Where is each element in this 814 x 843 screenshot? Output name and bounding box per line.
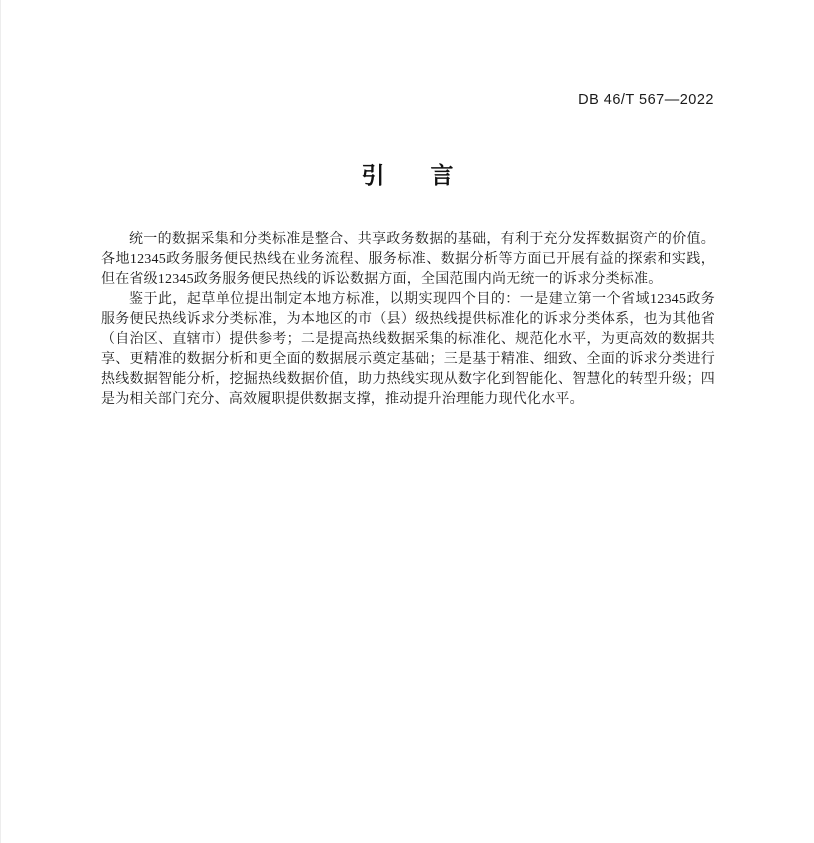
page-title: 引 言 [361, 162, 454, 188]
document-body [101, 230, 715, 410]
standard-number: DB 46/T 567—2022 [578, 92, 714, 108]
paragraph-1: 统一的数据采集和分类标准是整合、共享政务数据的基础，有利于充分发挥数据资产的价值。各地12345政务服务便民热线在业务流程、服务标准、数据分析等方面已开展有益的探索和实践，但在省级12345政务服务便民热线的诉讼数据方面，全国范围内尚无统一的诉求分类标准。 [101, 232, 715, 287]
paragraph-2: 鉴于此，起草单位提出制定本地方标准，以期实现四个目的：一是建立第一个省域12345政务服务便民热线诉求分类标准，为本地区的市（县）级热线提供标准化的诉求分类体系，也为其他省（自治区、直辖市）提供参考；二是提高热线数据采集的标准化、规范化水平，为更高效的数据共享、更精准的数据分析和更全面的数据展示奠定基础；三是基于精准、细致、全面的诉求分类进行热线数据智能分析，挖掘热线数据价值，助力热线实现从数字化到智能化、智慧化的转型升级；四是为相关部门充分、高效履职提供数据支撑，推动提升治理能力现代化水平。 [101, 292, 715, 407]
